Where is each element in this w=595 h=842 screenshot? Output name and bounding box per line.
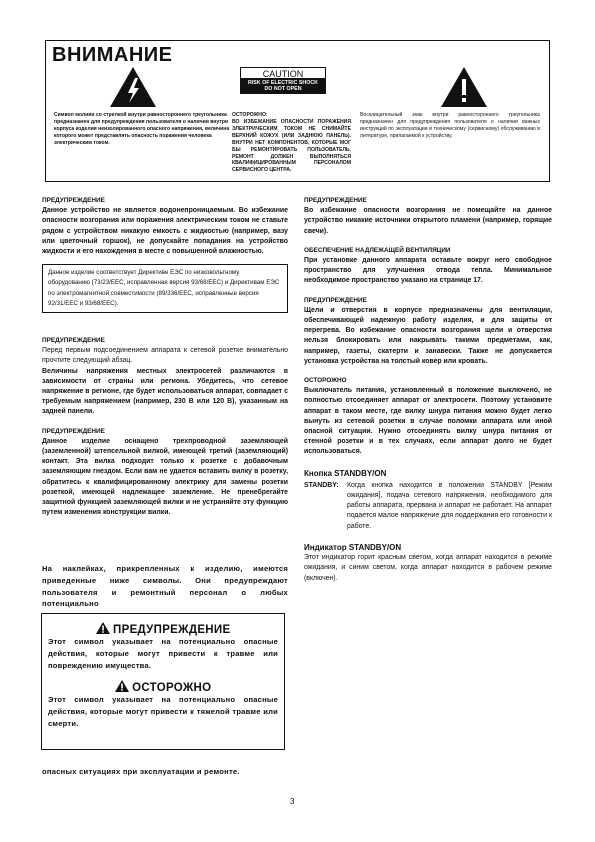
section-heading: ПРЕДУПРЕЖДЕНИЕ bbox=[304, 197, 367, 204]
box-text-warning: Этот символ указывает на потенциально опасные действия, которые могут привести к травме или повреждению имущества. bbox=[48, 637, 278, 670]
section-heading: ПРЕДУПРЕЖДЕНИЕ bbox=[42, 337, 105, 345]
left-column bbox=[42, 196, 288, 518]
caution-title: CAUTION bbox=[240, 67, 326, 79]
box-title-caution-text: ОСТОРОЖНО bbox=[132, 682, 212, 695]
lightning-symbol-text: Символ молнии со стрелкой внутри равностороннего треугольника предназначен для предупреждения пользователя о наличии внутри корпуса изделия неизолированного опасного напряжения, величина которого может представлять опасность поражения человека электрическим током. bbox=[54, 112, 230, 146]
paragraph: Щели и отверстия в корпусе предназначены для вентиляции, обеспечивающей надежную работу изделия, и для защиты от перегрева. Во избежание опасности возгорания щели и отверстия нельзя блокировать или накрывать такими предметами, как, например, газеты, скатерти и занавески. Также не допускается установка устройства на толстый ковер или кровать. bbox=[304, 306, 552, 365]
paragraph: Данное устройство не является водонепроницаемым. Во избежание опасности возгорания или поражения электрическим током не ставьте рядом с устройством никакую емкость с жидкостью (например, вазу или цветочный горшок), не допускайте попадания на устройство жидкости и его нахождения в месте с повышенной влажностью. bbox=[42, 207, 288, 256]
paragraph: Выключатель питания, установленный в положение выключено, не полностью отсоединяет аппарат от электросети. Поэтому установите аппарат в таком месте, где вилку шнура питания можно будет легко вынуть из сетевой розетки в случае поломки аппарата или иной опасной ситуации. Нужно отсоединять вилку шнура питания от стенной розетки и в тех случаях, если аппарат долго не будет использоваться. bbox=[304, 387, 552, 456]
page-title: ВНИМАНИЕ bbox=[52, 44, 173, 66]
paragraph: Величины напряжения местных электросетей различаются в зависимости от страны или региона. Убедитесь, что сетевое напряжение в регионе, где будет использоваться аппарат, совпадает с требуемым напряжением (например, 230 В или 120 В), указанным на задней панели. bbox=[42, 367, 288, 416]
section-heading: ПРЕДУПРЕЖДЕНИЕ bbox=[42, 197, 105, 204]
box-title-warning-text: ПРЕДУПРЕЖДЕНИЕ bbox=[113, 624, 231, 636]
caution-label bbox=[240, 67, 326, 101]
caution-body-text: ВО ИЗБЕЖАНИЕ ОПАСНОСТИ ПОРАЖЕНИЯ ЭЛЕКТРИЧЕСКИМ ТОКОМ НЕ СНИМАЙТЕ ВЕРХНИЙ КОЖУХ (ИЛИ ЗАДНЮЮ ПАНЕЛЬ). ВНУТРИ НЕТ КОМПОНЕНТОВ, КОТОРЫЕ МОГ БЫ РЕМОНТИРОВАТЬ ПОЛЬЗОВАТЕЛЬ. РЕМОНТ ДОЛЖЕН ВЫПОЛНЯТЬСЯ КВАЛИФИЦИРОВАННЫМ ПЕРСОНАЛОМ СЕРВИСНОГО ЦЕНТРА. bbox=[232, 119, 351, 174]
caution-triangle-icon bbox=[115, 680, 129, 692]
box-text-caution: Этот символ указывает на потенциально опасные действия, которые могут привести к тяжелой травме или смерти. bbox=[48, 695, 278, 728]
caution-title-text: ОСТОРОЖНО: bbox=[232, 112, 268, 118]
box-title-warning bbox=[48, 622, 278, 636]
section-heading: ОСТОРОЖНО bbox=[304, 377, 347, 385]
lightning-warning-icon bbox=[109, 66, 157, 108]
paragraph: При установке данного аппарата оставьте вокруг него свободное пространство для улучшения отвода тепла. Минимальное необходимое пространство указано на странице 17. bbox=[304, 257, 552, 285]
caution-sub2: DO NOT OPEN bbox=[264, 86, 302, 93]
indicator-description: Этот индикатор горит красным светом, когда аппарат находится в режиме ожидания, и синим светом, когда аппарат находится в рабочем режиме (включен). bbox=[304, 554, 552, 582]
labels-paragraph: На наклейках, прикрепленных к изделию, имеются приведенные ниже символы. Они предупреждают пользователя и ремонтный персонал о любых потенциально bbox=[42, 564, 288, 609]
box-title-caution bbox=[48, 680, 278, 694]
right-column bbox=[304, 196, 552, 584]
standby-description: Когда кнопка находится в положении STANDBY [Режим ожидания], подача сетевого напряжения, необходимого для работы аппарата, прервана и аппарат не работает. На аппарат подается малое напряжение для поддержания его готовности к работе. bbox=[347, 481, 552, 530]
symbols-box bbox=[41, 613, 285, 750]
paragraph: Данное изделие оснащено трехпроводной заземляющей (заземленной) штепсельной вилкой, имеющей третий (заземляющий) контакт. Эта вилка подходит только к розетке с добавочным заземляющим гнездом. Если вам не удается вставить вилку в розетку, обратитесь к квалифицированному электрику для замены розетки розеткой, имеющей надлежащее заземление. Не пренебрегайте защитной функцией заземляющей вилки и не устраняйте эту функцию путем изменения конструкции вилки. bbox=[42, 437, 288, 517]
paragraph: Во избежание опасности возгорания не помещайте на данное устройство никакие источники открытого пламени (например, горящие свечи). bbox=[304, 207, 552, 235]
warning-triangle-icon bbox=[96, 622, 110, 634]
exclamation-symbol-text: Восклицательный знак внутри равностороннего треугольника предназначен для предупреждения пользователя о наличии важных инструкций по эксплуатации и техническому (сервисному) обслуживанию в литературе, прилагаемой к устройству. bbox=[360, 112, 540, 139]
standby-term: STANDBY: bbox=[304, 481, 339, 489]
paragraph: Перед первым подсоединением аппарата к сетевой розетке внимательно прочтите следующий абзац. bbox=[42, 347, 288, 365]
exclamation-warning-icon bbox=[440, 66, 488, 108]
standby-button-heading: Кнопка STANDBY/ON bbox=[304, 468, 387, 478]
caution-sub1: RISK OF ELECTRIC SHOCK bbox=[247, 80, 319, 86]
labels-paragraph-end: опасных ситуациях при эксплуатации и ремонте. bbox=[42, 767, 240, 776]
directive-notice: Данное изделие соответствует Директиве ЕЭС по низковольтному оборудованию (73/23/EEC, исправленная версия 93/68/EEC) и Директивам ЕЭС по электромагнитной совместимости (89/336/EEC, исправленные версия 92/31/EEC и 93/68/EEC). bbox=[42, 264, 288, 313]
section-heading: ОБЕСПЕЧЕНИЕ НАДЛЕЖАЩЕЙ ВЕНТИЛЯЦИИ bbox=[304, 246, 451, 254]
section-heading: ПРЕДУПРЕЖДЕНИЕ bbox=[304, 296, 367, 304]
standby-indicator-heading: Индикатор STANDBY/ON bbox=[304, 542, 402, 552]
page-number: 3 bbox=[290, 797, 295, 806]
section-heading: ПРЕДУПРЕЖДЕНИЕ bbox=[42, 427, 105, 435]
